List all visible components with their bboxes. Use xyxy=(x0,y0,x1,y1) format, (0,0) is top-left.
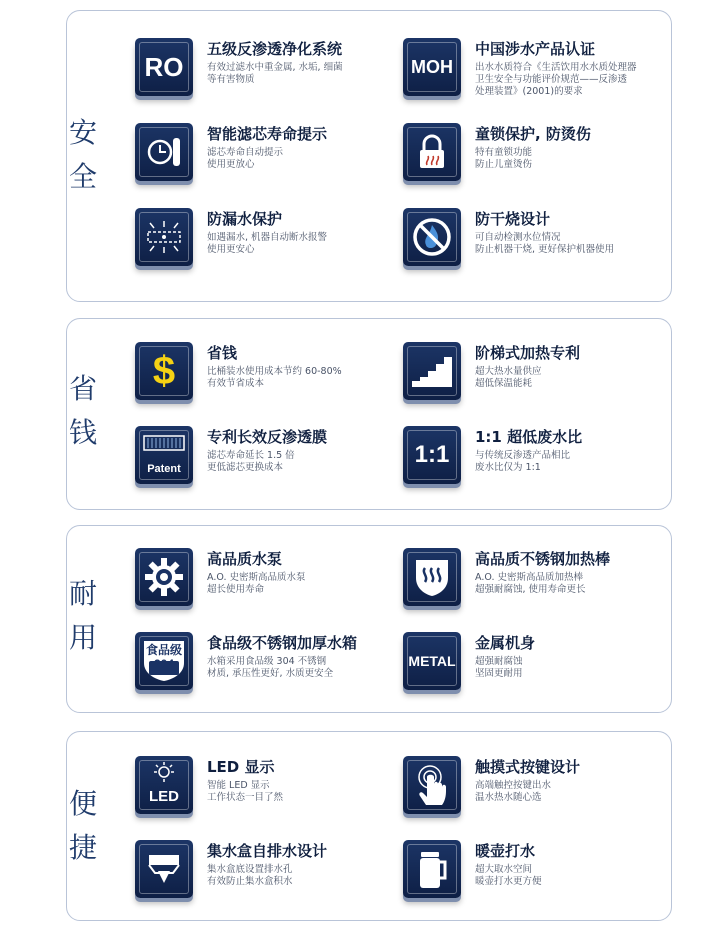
desc-line: A.O. 史密斯高品质加热棒 xyxy=(475,572,583,583)
desc-line: 超低保温能耗 xyxy=(475,378,533,389)
category-char: 钱 xyxy=(68,416,97,449)
feature-desc xyxy=(207,147,283,171)
feature-heating-rod xyxy=(403,548,663,614)
desc-line: 水箱采用食品级 304 不锈钢 xyxy=(207,656,327,667)
desc-line: 与传统反渗透产品相比 xyxy=(475,450,571,461)
desc-line: 有效节省成本 xyxy=(207,378,265,389)
feature-kettle xyxy=(403,840,663,906)
no-fire-icon xyxy=(403,208,461,266)
feature-title: 童锁保护, 防烫伤 xyxy=(475,125,591,143)
category-char: 省 xyxy=(68,372,97,405)
category-char: 安 xyxy=(68,116,97,149)
feature-title: 五级反渗透净化系统 xyxy=(207,40,343,58)
icon-text: $ xyxy=(152,348,176,393)
food-grade-304-icon xyxy=(135,632,193,690)
lock-icon xyxy=(403,123,461,181)
category-char: 便 xyxy=(68,787,97,820)
feature-title: 1:1 超低废水比 xyxy=(475,428,583,446)
feature-touch-keys xyxy=(403,756,663,822)
feature-waste-ratio xyxy=(403,426,663,492)
desc-line: 集水盒底设置排水孔 xyxy=(207,864,293,875)
feature-desc xyxy=(475,232,614,256)
feature-desc xyxy=(207,572,305,596)
category-label xyxy=(57,782,109,870)
feature-desc xyxy=(207,232,327,256)
desc-line: 材质, 承压性更好, 水质更安全 xyxy=(207,668,334,679)
feature-desc xyxy=(475,62,637,98)
feature-title: 防漏水保护 xyxy=(207,210,283,228)
desc-line: 防止儿童烫伤 xyxy=(475,159,533,170)
drain-box-icon xyxy=(135,840,193,898)
desc-line: 超大取水空间 xyxy=(475,864,533,875)
desc-line: 废水比仅为 1:1 xyxy=(475,462,541,473)
feature-desc xyxy=(475,864,542,888)
feature-water-tank xyxy=(135,632,395,698)
desc-line: 如遇漏水, 机器自动断水报警 xyxy=(207,232,328,243)
desc-line: 处理装置》(2001)的要求 xyxy=(475,86,583,97)
desc-line: 可自动检测水位情况 xyxy=(475,232,561,243)
desc-line: A.O. 史密斯高品质水泵 xyxy=(207,572,306,583)
desc-line: 出水水质符合《生活饮用水水质处理器 xyxy=(475,62,637,73)
desc-line: 滤芯寿命自动提示 xyxy=(207,147,284,158)
icon-text: LED xyxy=(149,788,179,805)
feature-desc xyxy=(207,450,295,474)
dollar-icon xyxy=(135,342,193,400)
desc-line: 智能 LED 显示 xyxy=(207,780,270,791)
stairs-icon xyxy=(403,342,461,400)
desc-line: 暖壶打水更方便 xyxy=(475,876,542,887)
desc-line: 温水热水随心选 xyxy=(475,792,542,803)
desc-line: 超强耐腐蚀 xyxy=(475,656,523,667)
feature-title: 省钱 xyxy=(207,344,238,362)
category-char: 耐 xyxy=(68,577,97,610)
feature-title: 高品质水泵 xyxy=(207,550,283,568)
desc-line: 特有童锁功能 xyxy=(475,147,533,158)
desc-line: 使用更放心 xyxy=(207,159,255,170)
desc-line: 超强耐腐蚀, 使用寿命更长 xyxy=(475,584,586,595)
desc-line: 高端触控按键出水 xyxy=(475,780,552,791)
led-icon xyxy=(135,756,193,814)
desc-line: 使用更安心 xyxy=(207,244,255,255)
leak-alarm-icon xyxy=(135,208,193,266)
icon-text: 1:1 xyxy=(414,441,450,468)
icon-text: RO xyxy=(144,51,184,82)
desc-line: 滤芯寿命延长 1.5 倍 xyxy=(207,450,295,461)
feature-desc xyxy=(475,147,532,171)
desc-line: 超长使用寿命 xyxy=(207,584,265,595)
category-label xyxy=(57,572,109,660)
feature-desc xyxy=(207,366,342,390)
feature-desc xyxy=(475,572,586,596)
patent-icon xyxy=(135,426,193,484)
desc-line: 等有害物质 xyxy=(207,74,255,85)
feature-leak-protection xyxy=(135,208,395,274)
feature-title: 集水盒自排水设计 xyxy=(207,842,328,860)
icon-text: Patent xyxy=(147,463,181,475)
heater-shield-icon xyxy=(403,548,461,606)
feature-moh xyxy=(403,38,663,104)
kettle-icon xyxy=(403,840,461,898)
category-char: 全 xyxy=(68,160,97,193)
category-label xyxy=(57,111,109,199)
feature-title: 中国涉水产品认证 xyxy=(475,40,596,58)
desc-line: 超大热水量供应 xyxy=(475,366,542,377)
icon-text: 食品级 304 xyxy=(145,643,182,671)
desc-line: 更低滤芯更换成本 xyxy=(207,462,284,473)
feature-desc xyxy=(207,780,283,804)
feature-title: 高品质不锈钢加热棒 xyxy=(475,550,611,568)
icon-text: METAL xyxy=(408,653,456,669)
feature-title: LED 显示 xyxy=(207,758,275,776)
feature-dry-burn xyxy=(403,208,663,274)
metal-icon xyxy=(403,632,461,690)
icon-text: MOH xyxy=(411,56,453,77)
moh-icon xyxy=(403,38,461,96)
feature-child-lock xyxy=(403,123,663,189)
desc-line: 工作状态一目了然 xyxy=(207,792,284,803)
feature-desc xyxy=(207,864,293,888)
feature-drain-box xyxy=(135,840,395,906)
feature-title: 阶梯式加热专利 xyxy=(475,344,581,362)
feature-title: 防干烧设计 xyxy=(475,210,551,228)
desc-line: 有效防止集水盒积水 xyxy=(207,876,293,887)
desc-line: 防止机器干烧, 更好保护机器使用 xyxy=(475,244,615,255)
ratio-icon xyxy=(403,426,461,484)
category-label xyxy=(57,367,109,455)
feature-desc xyxy=(475,450,570,474)
touch-icon xyxy=(403,756,461,814)
feature-desc xyxy=(475,780,551,804)
desc-line: 有效过滤水中重金属, 水垢, 细菌 xyxy=(207,62,343,73)
feature-desc xyxy=(475,656,523,680)
feature-title: 专利长效反渗透膜 xyxy=(207,428,328,446)
desc-line: 比桶装水使用成本节约 60-80% xyxy=(207,366,342,377)
desc-line: 坚固更耐用 xyxy=(475,668,523,679)
feature-title: 智能滤芯寿命提示 xyxy=(207,125,328,143)
feature-title: 暖壶打水 xyxy=(475,842,536,860)
feature-title: 金属机身 xyxy=(475,634,536,652)
feature-stepped-heating xyxy=(403,342,663,408)
feature-title: 触摸式按键设计 xyxy=(475,758,581,776)
feature-desc xyxy=(207,62,343,86)
feature-save-money xyxy=(135,342,395,408)
gear-icon xyxy=(135,548,193,606)
feature-patent-membrane xyxy=(135,426,395,492)
ro-icon xyxy=(135,38,193,96)
feature-led-display xyxy=(135,756,395,822)
feature-filter-life xyxy=(135,123,395,189)
category-char: 捷 xyxy=(68,831,97,864)
filter-timer-icon xyxy=(135,123,193,181)
feature-metal-body xyxy=(403,632,663,698)
category-char: 用 xyxy=(68,621,97,654)
desc-line: 卫生安全与功能评价规范——反渗透 xyxy=(475,74,628,85)
feature-desc xyxy=(475,366,542,390)
feature-water-pump xyxy=(135,548,395,614)
feature-ro xyxy=(135,38,395,104)
feature-title: 食品级不锈钢加厚水箱 xyxy=(207,634,358,652)
feature-desc xyxy=(207,656,333,680)
